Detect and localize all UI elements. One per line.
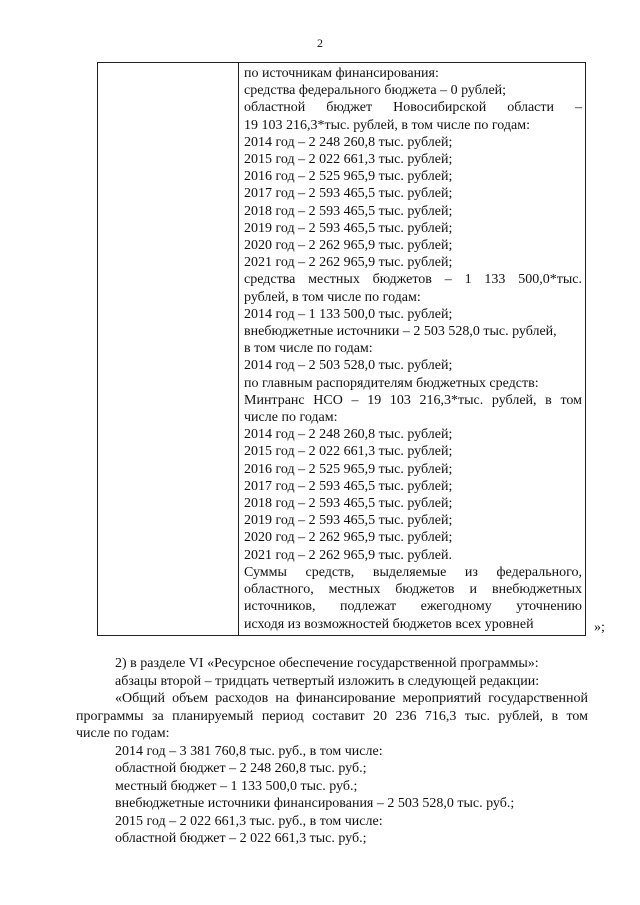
- table-line: 2020 год – 2 262 965,9 тыс. рублей;: [244, 530, 453, 546]
- amendment-paragraph: числе по годам:: [76, 726, 170, 741]
- table-line: Минтранс НСО – 19 103 216,3*тыс. рублей, в том: [244, 392, 582, 408]
- amendment-paragraph: программы за планируемый период составит 20 236 716,3 тыс. рублей, в том: [76, 708, 588, 724]
- amendment-item: 2) в разделе VI «Ресурсное обеспечение государственной программы»:: [115, 656, 539, 671]
- table-line: 2019 год – 2 593 465,5 тыс. рублей;: [244, 513, 453, 529]
- table-line: 2018 год – 2 593 465,5 тыс. рублей;: [244, 203, 453, 219]
- table-line: в том числе по годам:: [244, 341, 373, 357]
- table-line: средства местных бюджетов – 1 133 500,0*тыс.: [244, 272, 582, 288]
- table-line: 2019 год – 2 593 465,5 тыс. рублей;: [244, 220, 453, 236]
- table-line: 2014 год – 2 503 528,0 тыс. рублей;: [244, 358, 453, 374]
- table-line: 2016 год – 2 525 965,9 тыс. рублей;: [244, 169, 453, 185]
- table-line: 2015 год – 2 022 661,3 тыс. рублей;: [244, 152, 453, 168]
- table-line: 2014 год – 2 248 260,8 тыс. рублей;: [244, 134, 453, 150]
- table-line: областного, местных бюджетов и внебюджетных: [244, 582, 582, 598]
- table-line: рублей, в том числе по годам:: [244, 289, 421, 305]
- amendment-paragraph: местный бюджет – 1 133 500,0 тыс. руб.;: [115, 778, 358, 794]
- table-line: 19 103 216,3*тыс. рублей, в том числе по годам:: [244, 117, 530, 133]
- table-line: 2016 год – 2 525 965,9 тыс. рублей;: [244, 461, 453, 477]
- table-line: 2021 год – 2 262 965,9 тыс. рублей.: [244, 547, 452, 563]
- table-line: 2015 год – 2 022 661,3 тыс. рублей;: [244, 444, 453, 460]
- table-line: 2020 год – 2 262 965,9 тыс. рублей;: [244, 238, 453, 254]
- amendment-paragraph: 2014 год – 3 381 760,8 тыс. руб., в том числе:: [115, 743, 383, 759]
- amendment-paragraph: областной бюджет – 2 022 661,3 тыс. руб.;: [115, 831, 367, 846]
- page-number: 2: [317, 36, 323, 50]
- funding-table: [97, 62, 586, 636]
- table-line: внебюджетные источники – 2 503 528,0 тыс. рублей,: [244, 324, 557, 340]
- table-line: исходя из возможностей бюджетов всех уровней: [244, 616, 534, 632]
- table-line: средства федерального бюджета – 0 рублей;: [244, 83, 507, 99]
- table-line: источников, подлежат ежегодному уточнению: [244, 599, 582, 615]
- table-line: 2017 год – 2 593 465,5 тыс. рублей;: [244, 478, 453, 494]
- table-line: 2014 год – 1 133 500,0 тыс. рублей;: [244, 306, 453, 322]
- amendment-paragraph: внебюджетные источники финансирования – 2 503 528,0 тыс. руб.;: [115, 796, 515, 811]
- table-line: областной бюджет Новосибирской области –: [244, 100, 582, 116]
- table-line: по источникам финансирования:: [244, 66, 439, 81]
- table-line: числе по годам:: [244, 410, 338, 426]
- amendment-paragraph: областной бюджет – 2 248 260,8 тыс. руб.;: [115, 761, 367, 776]
- amendment-paragraph: 2015 год – 2 022 661,3 тыс. руб., в том числе:: [115, 813, 383, 829]
- closing-quote-mark: »;: [594, 620, 605, 635]
- table-column-divider: [238, 63, 239, 635]
- amendment-paragraph: «Общий объем расходов на финансирование мероприятий государственной: [115, 691, 588, 706]
- table-line: по главным распорядителям бюджетных средств:: [244, 375, 539, 391]
- amendment-text: [76, 655, 588, 848]
- table-line: 2021 год – 2 262 965,9 тыс. рублей;: [244, 255, 453, 271]
- amendment-paragraph: абзацы второй – тридцать четвертый изложить в следующей редакции:: [115, 673, 540, 689]
- table-cell-funding-sources: [244, 65, 582, 633]
- table-line: 2014 год – 2 248 260,8 тыс. рублей;: [244, 427, 453, 443]
- table-line: 2018 год – 2 593 465,5 тыс. рублей;: [244, 496, 453, 512]
- table-line: 2017 год – 2 593 465,5 тыс. рублей;: [244, 186, 453, 202]
- table-line: Суммы средств, выделяемые из федерального,: [244, 564, 582, 580]
